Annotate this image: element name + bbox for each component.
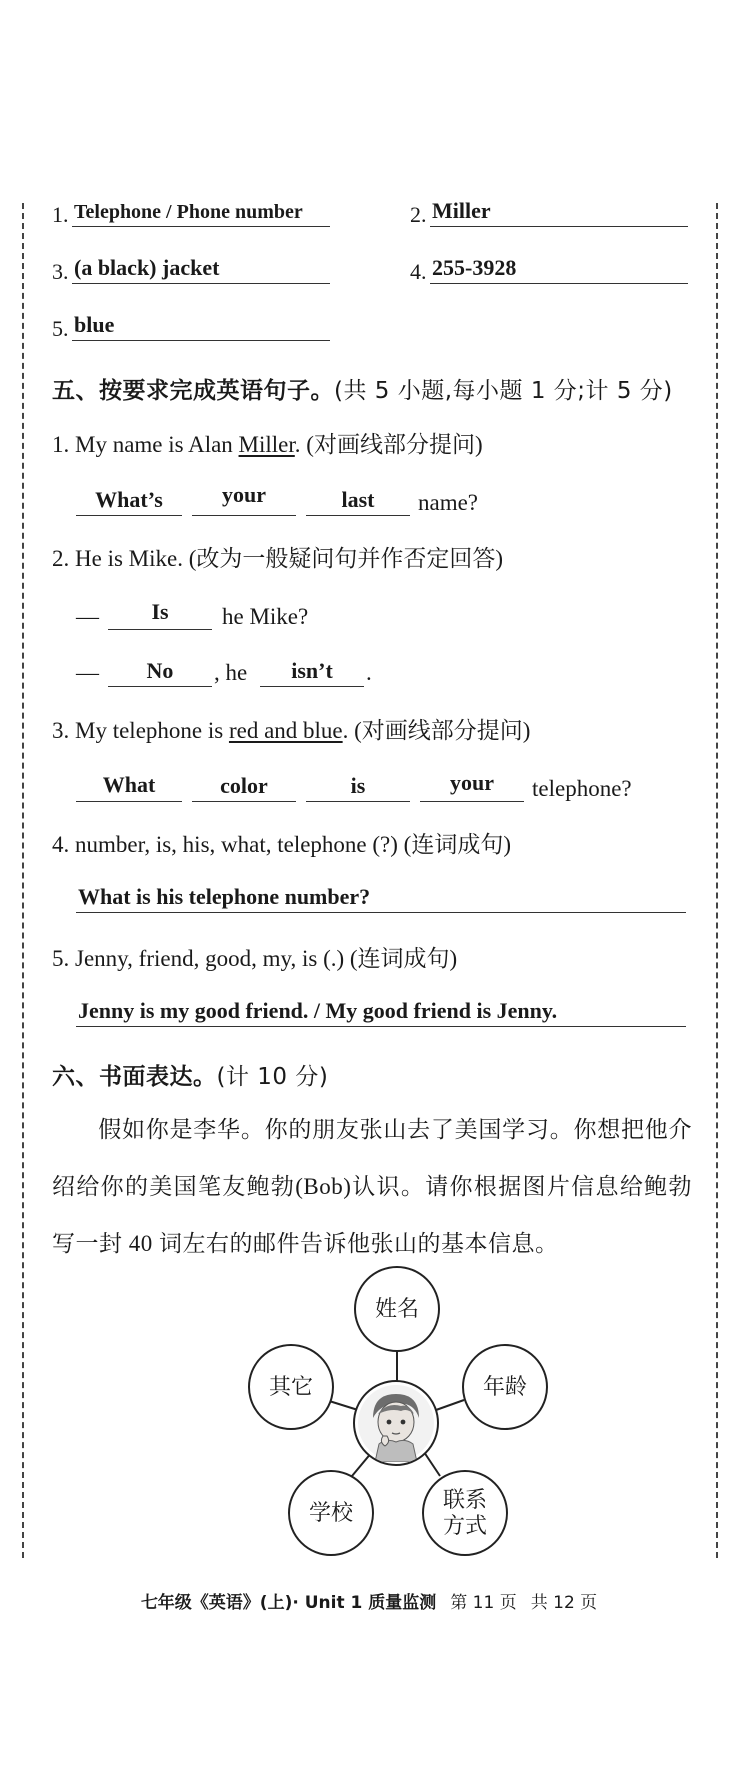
blank <box>192 771 296 802</box>
page-footer <box>0 1588 738 1613</box>
answer-line <box>430 196 688 227</box>
answer-line <box>76 882 686 913</box>
section5-title: 五、按要求完成英语句子。 <box>52 378 334 404</box>
right-dashed-border <box>716 203 718 1558</box>
blank-answer: What’s <box>95 487 163 512</box>
blank-answer: your <box>222 482 266 507</box>
footer-page: 第 11 页 <box>450 1593 517 1613</box>
footer-title: 七年级《英语》(上)· Unit 1 质量监测 <box>140 1593 437 1613</box>
section6-score: (计 10 分) <box>216 1064 329 1090</box>
answer-text: What is his telephone number? <box>78 884 371 909</box>
answer-number: 1. <box>52 202 69 227</box>
blank <box>420 771 524 802</box>
blank <box>260 656 364 687</box>
dash-mark: — <box>76 660 99 685</box>
left-dashed-border <box>22 203 24 1558</box>
question-2: 2. He is Mike. (改为一般疑问句并作否定回答) <box>52 546 504 571</box>
answer-number: 2. <box>410 202 427 227</box>
answer-line <box>76 996 686 1027</box>
section6-title: 六、书面表达。 <box>52 1064 217 1090</box>
blank <box>108 656 212 687</box>
question-2-end: . <box>366 660 372 685</box>
question-1-tail: name? <box>418 490 479 515</box>
answer-line <box>72 196 330 227</box>
answer-text: Jenny is my good friend. / My good friend is Jenny. <box>78 998 558 1023</box>
node-age: 年龄 <box>462 1344 548 1430</box>
writing-prompt: 假如你是李华。你的朋友张山去了美国学习。你想把他介绍给你的美国笔友鲍勃(Bob)认识。请你根据图片信息给鲍勃写一封 40 词左右的邮件告诉他张山的基本信息。 <box>52 1117 692 1256</box>
section5-score: (共 5 小题,每小题 1 分;计 5 分) <box>334 378 673 404</box>
dash-mark: — <box>76 604 99 629</box>
blank <box>76 485 182 516</box>
boy-portrait-icon <box>357 1384 435 1462</box>
footer-total: 共 12 页 <box>530 1593 598 1613</box>
question-2-mid: , he <box>214 660 248 685</box>
answer-text: Miller <box>432 198 491 223</box>
question-1: 1. My name is Alan Miller. (对画线部分提问) <box>52 432 483 457</box>
underlined-word: red and blue <box>228 718 343 743</box>
question-3-tail: telephone? <box>532 776 632 801</box>
answer-line <box>430 253 688 284</box>
blank <box>192 482 296 516</box>
underlined-word: Miller <box>238 432 295 457</box>
answer-text: Telephone / Phone number <box>74 201 303 223</box>
answer-number: 5. <box>52 316 69 341</box>
blank <box>76 771 182 802</box>
blank-answer: Is <box>151 599 169 624</box>
answer-number: 4. <box>410 259 427 284</box>
question-2-line1-tail: he Mike? <box>222 604 309 629</box>
answer-text: blue <box>74 312 115 337</box>
blank-answer: What <box>102 772 156 797</box>
blank-answer: is <box>350 773 366 798</box>
blank-answer: your <box>450 770 494 795</box>
answer-line <box>72 253 330 284</box>
blank-answer: No <box>146 658 174 683</box>
blank-answer: last <box>341 487 375 512</box>
center-portrait <box>353 1380 439 1466</box>
blank <box>108 599 212 630</box>
answer-number: 3. <box>52 259 69 284</box>
question-5: 5. Jenny, friend, good, my, is (.) (连词成句) <box>52 946 458 971</box>
answer-text: (a black) jacket <box>74 255 220 280</box>
blank <box>306 771 410 802</box>
node-contact: 联系 方式 <box>422 1470 508 1556</box>
question-3: 3. My telephone is red and blue. (对画线部分提问) <box>52 718 531 743</box>
blank-answer: isn’t <box>291 658 333 683</box>
blank-answer: color <box>220 773 268 798</box>
blank <box>306 485 410 516</box>
node-name: 姓名 <box>354 1266 440 1352</box>
answer-line <box>72 310 330 341</box>
section5-heading <box>52 372 673 405</box>
question-4: 4. number, is, his, what, telephone (?) (连词成句) <box>52 832 511 857</box>
section6-heading <box>52 1058 328 1091</box>
node-other: 其它 <box>248 1344 334 1430</box>
node-school: 学校 <box>288 1470 374 1556</box>
answer-text: 255-3928 <box>432 255 517 280</box>
